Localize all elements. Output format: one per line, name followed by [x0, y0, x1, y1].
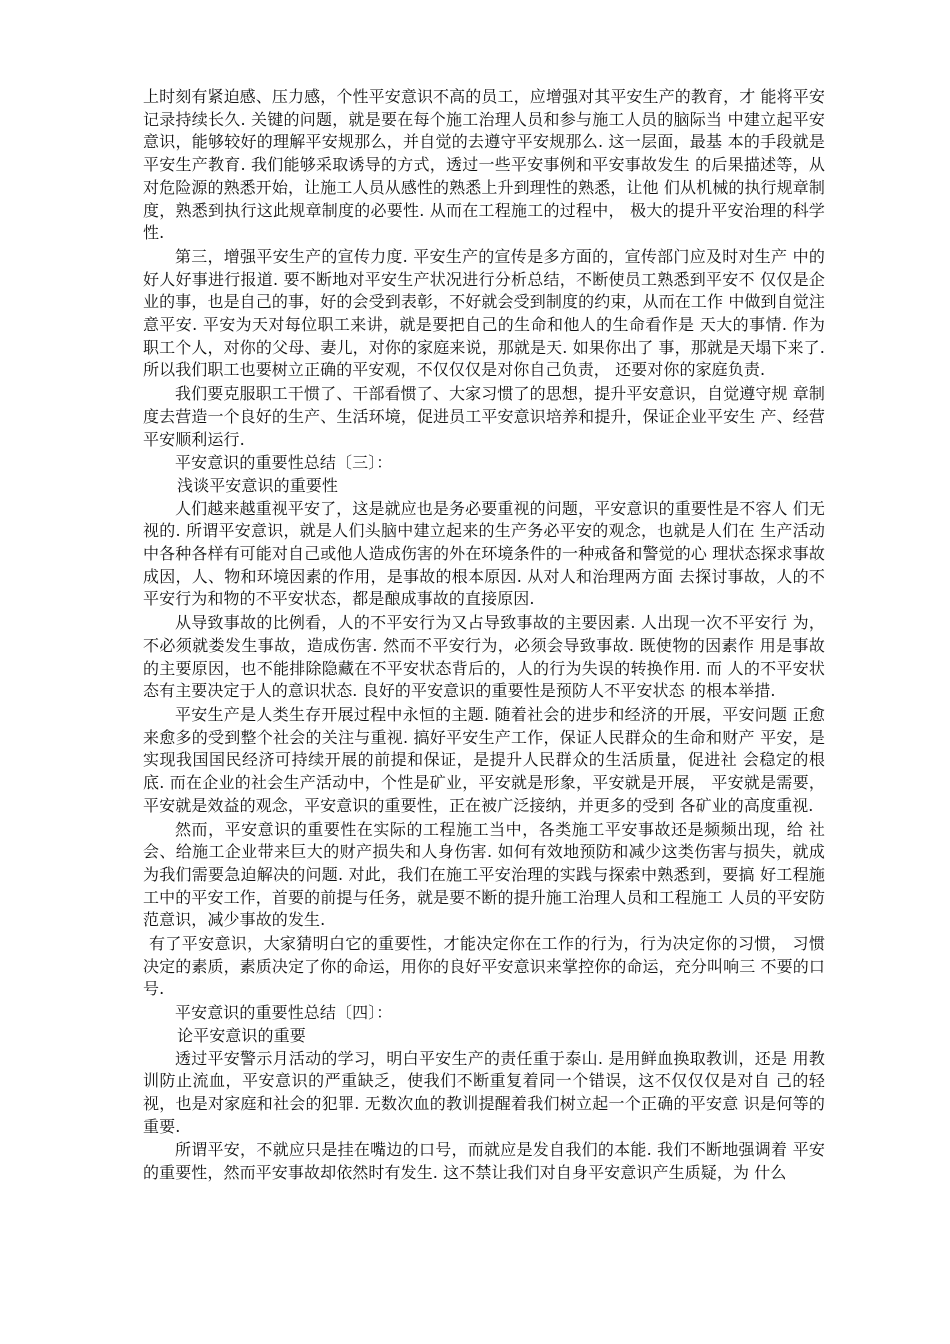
section-subheading: 论平安意识的重要 [177, 1025, 306, 1045]
paragraph: 我们要克服职工干惯了、干部看惯了、大家习惯了的思想，提升平安意识，自觉遵守规 章制度去营造一个良好的生产、生活环境，促进员工平安意识培养和提升，保证企业平安生 产、经营平安顺利运行. [143, 384, 825, 449]
paragraph: 透过平安警示月活动的学习，明白平安生产的责任重于泰山. 是用鲜血换取教训，还是 用教训防止流血，平安意识的严重缺乏，使我们不断重复着同一个错误，这不仅仅仅是对自 己的轻视，也是对家庭和社会的犯罪. 无数次血的教训提醒着我们树立起一个正确的平安意 识是何等的重要. [143, 1048, 825, 1136]
paragraph: 第三，增强平安生产的宣传力度. 平安生产的宣传是多方面的，宣传部门应及时对生产 中的好人好事进行报道. 要不断地对平安生产状况进行分析总结，不断使员工熟悉到平安不 仅仅是企业的事，也是自己的事，好的会受到表彰，不好就会受到制度的约束，从而在工作 中做到自觉注意平安. 平安为天对每位职工来讲，就是要把自己的生命和他人的生命看作是 天大的事情. 作为职工个人，对你的父母、妻儿，对你的家庭来说，那就是天. 如果你出了 事，那就是天塌下来了. 所以我们职工也要树立正确的平安观，不仅仅仅是对你自己负责， 还要对你的家庭负责. [143, 246, 825, 380]
section-heading: 平安意识的重要性总结〔三〕： [175, 453, 393, 473]
paragraph: 人们越来越重视平安了，这是就应也是务必要重视的问题，平安意识的重要性是不容人 们无视的. 所谓平安意识，就是人们头脑中建立起来的生产务必平安的观念，也就是人们在 生产活动中各种各样有可能对自己或他人造成伤害的外在环境条件的一种戒备和警觉的心 理状态探求事故成因，人、物和环境因素的作用，是事故的根本原因. 从对人和治理两方面 去探讨事故，人的不平安行为和物的不平安状态，都是酿成事故的直接原因. [143, 498, 825, 609]
section-heading: 平安意识的重要性总结〔四〕： [175, 1003, 393, 1023]
section-subheading: 浅谈平安意识的重要性 [177, 475, 339, 495]
document-body [143, 86, 825, 1186]
paragraph: 上时刻有紧迫感、压力感，个性平安意识不高的员工，应增强对其平安生产的教育，才 能将平安记录持续长久. 关键的问题，就是要在每个施工治理人员和参与施工人员的脑际当 中建立起平安意识，能够较好的理解平安规那么，并自觉的去遵守平安规那么. 这一层面，最基 本的手段就是平安生产教育. 我们能够采取诱导的方式，透过一些平安事例和平安事故发生 的后果描述等，从对危险源的熟悉开始，让施工人员从感性的熟悉上升到理性的熟悉，让他 们从机械的执行规章制度，熟悉到执行这此规章制度的必要性. 从而在工程施工的过程中， 极大的提升平安治理的科学性. [143, 87, 825, 243]
paragraph: 从导致事故的比例看，人的不平安行为又占导致事故的主要因素. 人出现一次不平安行 为，不必须就娄发生事故，造成伤害. 然而不平安行为，必须会导致事故. 既使物的因素作 用是事故的主要原因，也不能排除隐藏在不平安状态背后的，人的行为失误的转换作用. 而 人的不平安状态有主要决定于人的意识状态. 良好的平安意识的重要性是预防人不平安状态 的根本举措. [143, 613, 825, 701]
paragraph: 平安生产是人类生存开展过程中永恒的主题. 随着社会的进步和经济的开展，平安问题 正愈来愈多的受到整个社会的关注与重视. 搞好平安生产工作，保证人民群众的生命和财产 平安，是实现我国国民经济可持续开展的前提和保证，是提升人民群众的生活质量，促进社 会稳定的根底. 而在企业的社会生产活动中，个性是矿业，平安就是形象，平安就是开展， 平安就是需要，平安就是效益的观念，平安意识的重要性，正在被广泛接纳，并更多的受到 各矿业的高度重视. [143, 704, 825, 815]
paragraph: 所谓平安，不就应只是挂在嘴边的口号，而就应是发自我们的本能. 我们不断地强调着 平安的重要性，然而平安事故却依然时有发生. 这不禁让我们对自身平安意识产生质疑，为 什么 [143, 1140, 825, 1183]
paragraph: 有了平安意识，大家猜明白它的重要性，才能决定你在工作的行为，行为决定你的习惯， 习惯决定的素质，素质决定了你的命运，用你的良好平安意识来掌控你的命运，充分叫响三 不要的口号. [143, 934, 825, 999]
paragraph: 然而，平安意识的重要性在实际的工程施工当中，各类施工平安事故还是频频出现，给 社会、给施工企业带来巨大的财产损失和人身伤害. 如何有效地预防和减少这类伤害与损失，就成为我们需要急迫解决的问题. 对此，我们在施工平安治理的实践与探索中熟悉到，要搞 好工程施工中的平安工作，首要的前提与任务，就是要不断的提升施工治理人员和工程施工 人员的平安防范意识，减少事故的发生. [143, 819, 825, 930]
